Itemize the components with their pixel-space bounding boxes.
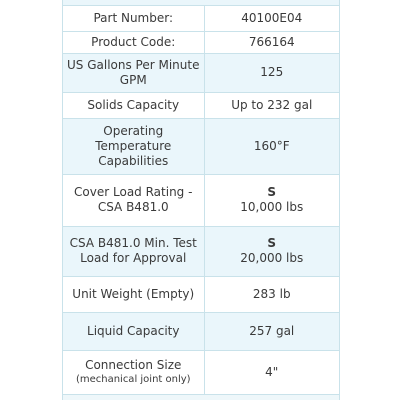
- min-test-load-class: S: [267, 236, 277, 250]
- gpm-label: US Gallons Per Minute GPM: [63, 53, 204, 92]
- cover-load-rating-class: S: [267, 185, 277, 199]
- unit-weight-value: 283 lb: [204, 276, 339, 312]
- min-test-load-label: CSA B481.0 Min. Test Load for Approval: [63, 226, 204, 276]
- table-row-unit-weight: [63, 276, 339, 312]
- product-code-value: 766164: [204, 31, 339, 53]
- table-row-liquid-capacity: [63, 312, 339, 350]
- min-test-load-value: 20,000 lbs: [240, 251, 304, 265]
- table-row-part-number: [63, 6, 339, 31]
- spec-table-frame: [62, 0, 340, 400]
- table-row-product-code: [63, 31, 339, 53]
- table-row-min-test-load: [63, 226, 339, 276]
- table-row-cover-load-rating: [63, 174, 339, 226]
- connection-size-value: 4": [204, 350, 339, 394]
- unit-weight-label: Unit Weight (Empty): [63, 276, 204, 312]
- spec-table: [63, 6, 339, 395]
- connection-size-label: Connection Size: [85, 357, 182, 372]
- product-code-label: Product Code:: [63, 31, 204, 53]
- connection-size-cell: [63, 350, 204, 394]
- liquid-capacity-label: Liquid Capacity: [63, 312, 204, 350]
- operating-temperature-label: Operating Temperature Capabilities: [63, 118, 204, 174]
- solids-capacity-label: Solids Capacity: [63, 92, 204, 118]
- cover-load-rating-cell: [204, 174, 339, 226]
- table-row-solids-capacity: [63, 92, 339, 118]
- table-row-connection-size: [63, 350, 339, 394]
- cover-load-rating-value: 10,000 lbs: [240, 200, 304, 214]
- min-test-load-cell: [204, 226, 339, 276]
- gpm-value: 125: [204, 53, 339, 92]
- part-number-value: 40100E04: [204, 6, 339, 31]
- cover-load-rating-label: Cover Load Rating - CSA B481.0: [63, 174, 204, 226]
- part-number-label: Part Number:: [63, 6, 204, 31]
- table-row-operating-temperature: [63, 118, 339, 174]
- solids-capacity-value: Up to 232 gal: [204, 92, 339, 118]
- connection-size-note: (mechanical joint only): [75, 373, 191, 385]
- table-row-gpm: [63, 53, 339, 92]
- operating-temperature-value: 160°F: [204, 118, 339, 174]
- liquid-capacity-value: 257 gal: [204, 312, 339, 350]
